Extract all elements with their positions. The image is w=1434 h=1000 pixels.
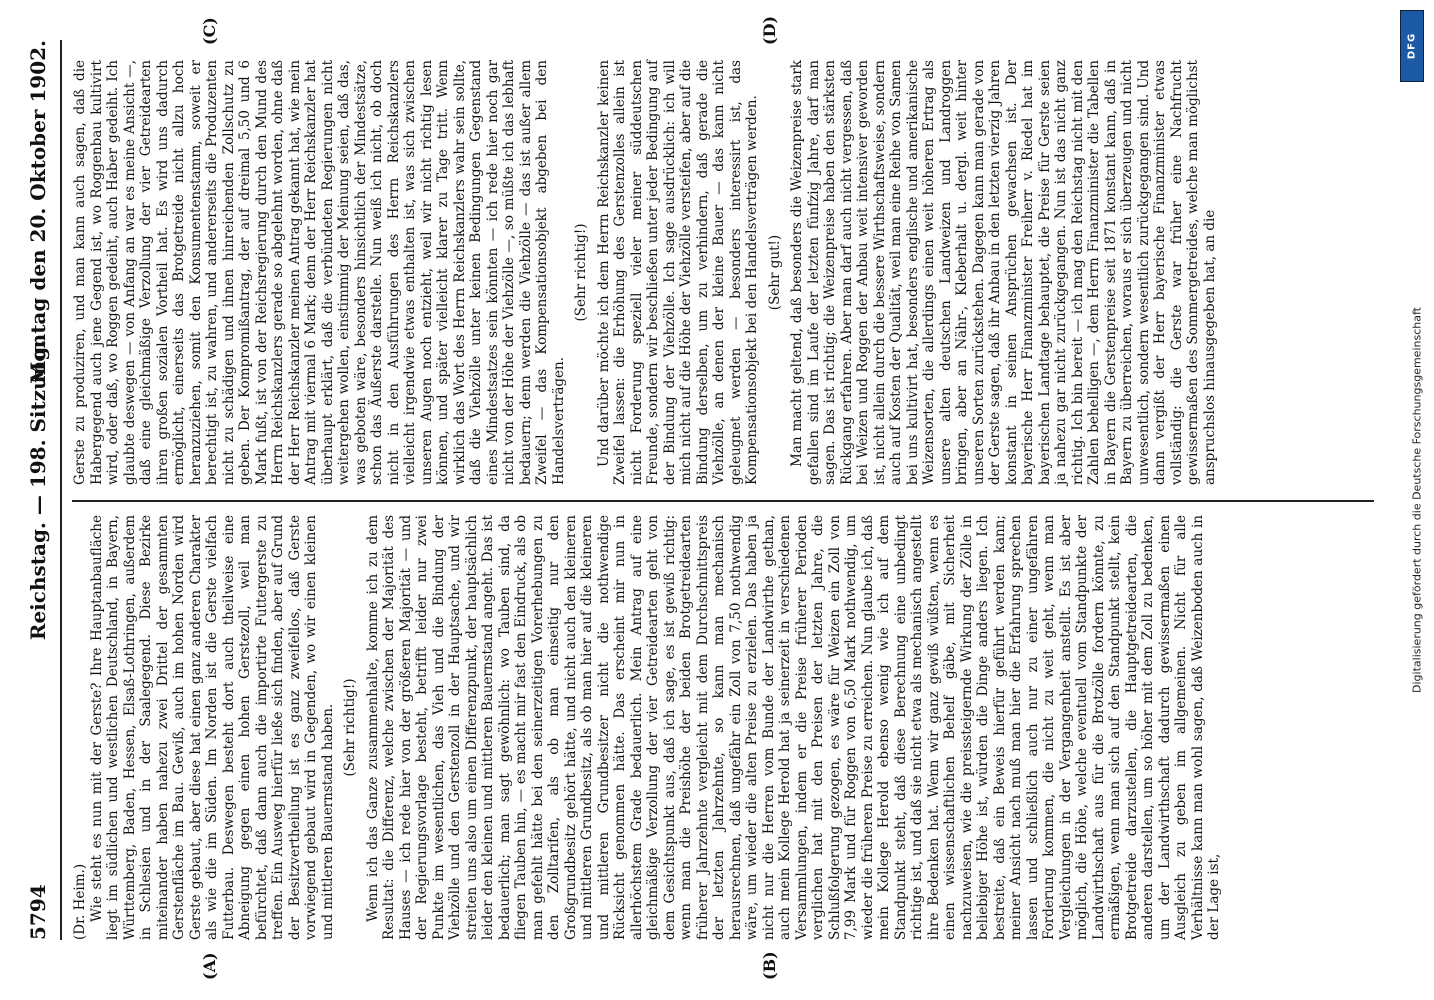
marker-a: (A): [200, 952, 219, 980]
session-date: Montag den 20. Oktober 1902.: [26, 40, 50, 384]
interjection: (Sehr richtig!): [342, 678, 358, 777]
marker-b: (B): [760, 951, 779, 980]
interjection: (Sehr richtig!): [573, 223, 589, 322]
right-column: [72, 55, 1374, 485]
marker-d: (D): [760, 15, 779, 45]
paragraph: Gerste zu produziren, und man kann auch sagen, daß die Habergegend auch jene Gegend ist, wo Roggenbau kultivirt wird, oder daß, wo Roggen gedeiht, auch Haber gedeiht. Ich glaubte deswegen — von Anfang an war es meine Ansicht —, daß eine gleichmäßige Verzollung der vier Getreidearten ihren großen sozialen Vortheil hat. Es wird uns dadurch ermöglicht, einerseits das Brotgetreide nicht allzu hoch heranzuziehen, somit den Konsumentenstamm, soweit er berechtigt ist, zu wahren, und andererseits die Produzenten nicht zu schädigen und ihnen hinreichenden Zollschutz zu geben. Der Kompromißantrag, der auf dreimal 5,50 und 6 Mark fußt, ist von der Reichsregierung durch den Mund des Herrn Reichskanzlers gerade so abgelehnt worden, ohne daß der Herr Reichskanzler meinen Antrag gekannt hat, wie mein Antrag mit viermal 6 Mark; denn der Herr Reichskanzler hat überhaupt erklärt, daß die verbündeten Regierungen nicht weitergehen wollen, einstimmig der Meinung seien, daß das, was geboten wäre, besonders hinsichtlich der Mindestsätze, schon das Äußerste darstelle. Nun weiß ich nicht, ob doch nicht in den Ausführungen des Herrn Reichskanzlers vielleicht irgendwie etwas enthalten ist, was sich zwischen unseren Augen noch entzieht, weil wir nicht richtig lesen können, und später vielleicht klarer zu Tage tritt. Wenn wirklich das Wort des Herrn Reichskanzlers wahr sein sollte, daß die Viehzölle unter keinen Bedingungen Gegenstand eines Mindestsatzes sein könnten — ich rede hier noch gar nicht von der Höhe der Viehzölle —, so müßte ich das lebhaft bedauern; denn werden die Viehzölle — das ist außer allem Zweifel — das Kompensationsobjekt abgeben bei den Handelsverträgen.: [72, 55, 567, 485]
column-divider: [72, 500, 1374, 502]
interjection: (Sehr gut!): [766, 234, 783, 311]
speaker-label: (Dr. Heim.): [72, 863, 88, 940]
paragraph: Und darüber möchte ich dem Herrn Reichskanzler keinen Zweifel lassen: die Erhöhung des Gerstenzolles allein ist nicht Forderung speziell vieler meiner süddeutschen Freunde, sondern wir beschließen unter jeder Bedingung auf der Bindung der Viehzölle. Ich sage ausdrücklich: ich will mich nicht auf die Höhe der Viehzölle versteifen, aber auf die Bindung derselben, um zu verhindern, daß gerade die Viehzölle, an denen der kleine Bauer — das kann nicht geleugnet werden — besonders interessirt ist, das Kompensationsobjekt bei den Handelsverträgen werden.: [595, 55, 760, 485]
paragraph: Wie steht es nun mit der Gerste? Ihre Hauptanbaufläche liegt im südlichen und westlichen Deutschland, in Bayern, Württemberg, Baden, Hessen, Elsaß-Lothringen, außerdem in Schlesien und in der Saalegegend. Diese Bezirke miteinander haben nahezu zwei Drittel der gesammten Gerstenfläche im Bau. Gewiß, auch im hohen Norden wird Gerste gebaut, aber diese hat einen ganz anderen Charakter als wie die im Süden. Im Norden ist die Gerste vielfach Futterbau. Deswegen besteht dort auch theilweise eine Abneigung gegen einen hohen Gerstezoll, weil man befürchtet, daß dann auch die importirte Futtergerste zu treffen. Ein Ausweg hierfür ließe sich finden, aber auf Grund der Besitzvertheilung ist es ganz zweifellos, daß Gerste vorwiegend gebaut wird in Gegenden, wo wir einen kleinen und mittleren Bauernstand haben.: [88, 510, 336, 940]
page-header: [20, 40, 62, 940]
paragraph: Wenn ich das Ganze zusammenhalte, komme ich zu dem Resultat: die Differenz, welche zwischen der Majorität des Hauses — ich rede hier von der größeren Majorität — und der Regierungsvorlage besteht, betrifft leider nur zwei Punkte im wesentlichen, das Vieh und die Bindung der Viehzölle und den Gerstenzoll in der Hauptsache, und wir streiten uns also um einen Differenzpunkt, der hauptsächlich leider den kleinen und mittleren Bauernstand angeht. Das ist bedauerlich; man sagt gewöhnlich: wo Tauben sind, da fliegen Tauben hin, — es macht mir fast den Eindruck, als ob man gefehlt hätte bei den seinerzeitigen Vorerhebungen zu den Zolltarifen, als ob man einseitig nur den Großgrundbesitz gehört hätte, und nicht auch den kleineren und mittleren Grundbesitz, als ob man hier auf die kleineren und mittleren Grundbesitzer nicht die nothwendige Rücksicht genommen hätte. Das erscheint mir nun in allerhöchstem Grade bedauerlich. Mein Antrag auf eine gleichmäßige Verzollung der vier Getreidearten geht von dem Gesichtspunkt aus, daß ich sage, es ist gewiß richtig: wenn man die Preishöhe der beiden Brotgetreidearten früherer Jahrzehnte vergleicht mit dem Durchschnittspreis der letzten Jahrzehnte, so kann man mechanisch herausrechnen, daß ungefähr ein Zoll von 7,50 nothwendig wäre, um wieder die alten Preise zu erzielen. Das haben ja nicht nur die Herren vom Bunde der Landwirthe gethan, auch mein Kollege Herold hat ja seinerzeit in verschiedenen Versammlungen, indem er die Preise früherer Perioden verglichen hat mit den Preisen der letzten Jahre, die Schlußfolgerung gezogen, es wäre für Weizen ein Zoll von 7,99 Mark und für Roggen von 6,50 Mark nothwendig, um wieder die früheren Preise zu erreichen. Nun glaube ich, daß mein Kollege Herold ebenso wenig wie ich auf dem Standpunkt steht, daß diese Berechnung eine unbedingt richtige ist, und daß sie nicht etwa als mechanisch angestellt ihre Bedenken hat. Wenn wir ganz gewiß wüßten, wenn es einen wissenschaftlichen Behelf gäbe, mit Sicherheit nachzuweisen, wie die preissteigernde Wirkung der Zölle in beliebiger Höhe ist, würden die Dinge anders liegen. Ich bestreite, daß ein Beweis hierfür geführt werden kann; meiner Ansicht nach muß man hier die Erfahrung sprechen lassen und schließlich auch nur zu einer ungefähren Forderung kommen, die nicht zu weit geht, wenn man Vergleichungen in der Vergangenheit anstellt. Es ist aber möglich, die Höhe, welche eventuell vom Standpunkte der Landwirthschaft aus für die Brotzölle fordern könnte, zu ermäßigen, wenn man sich auf den Standpunkt stellt, kein Brotgetreide darzustellen, die Hauptgetreidearten, die anderen darstellen, um so höher mit dem Zoll zu bedenken, um der Landwirthschaft dadurch gewissermaßen einen Ausgleich zu geben im allgemeinen. Nicht für alle Verhältnisse kann man wohl sagen, daß Weizenboden auch in der Lage ist,: [364, 510, 1222, 940]
left-column: [72, 510, 1374, 940]
marker-c: (C): [200, 17, 219, 45]
page-number: 5794: [26, 884, 50, 940]
dfg-logo: [1400, 10, 1424, 82]
digitization-credit-sidebar: [1404, 0, 1430, 1000]
session-title: Reichstag. — 198. Sitzung.: [26, 339, 50, 641]
paragraph: Man macht geltend, daß besonders die Weizenpreise stark gefallen sind im Laufe der letzten fünfzig Jahre, darf man sagen. Das ist richtig; die Weizenpreise haben den stärksten Rückgang erfahren. Aber man darf auch nicht vergessen, daß bei Weizen und Roggen der Anbau weit intensiver geworden ist, nicht allein durch die bessere Wirthschaftsweise, sondern auch auf Kosten der Qualität, weil man eine Reihe von Samen bei uns kultivirt hat, besonders englische und amerikanische Weizensorten, die allerdings einen weit höheren Ertrag als unsere alten deutschen Landweizen und Landroggen bringen, aber an Nähr-, Kleberhalt u. dergl. weit hinter unseren Sorten zurückstehen. Dagegen kann man gerade von der Gerste sagen, daß ihr Anbau in den letzten vierzig Jahren konstant in seinen Ansprüchen gewachsen ist. Der bayerische Herr Finanzminister Freiherr v. Riedel hat im bayerischen Landtage behauptet, die Preise für Gerste seien ja nahezu gar nicht zurückgegangen. Nun ist das nicht ganz richtig. Ich bin bereit — ich mag den Reichstag nicht mit den Zahlen behelligen —, dem Herrn Finanzminister die Tabellen in Bayern die Gerstenpreise seit 1871 konstant kann, daß in Bayern zu überreichen, woraus er sich überzeugen und nicht unwesentlich, sondern wesentlich zurückgegangen sind. Und dann vergißt der Herr bayerische Finanzminister etwas vollständig: die Gerste war früher eine Nachfrucht gewissermaßen des Sommergetreides, welche man möglichst anspruchslos hinausgegeben hat, an die: [789, 55, 1218, 485]
digitization-credit: Digitalisierung gefördert durch die Deutsche Forschungsgemeinschaft: [1410, 307, 1424, 693]
dfg-logo-text: DFG: [1406, 32, 1418, 60]
